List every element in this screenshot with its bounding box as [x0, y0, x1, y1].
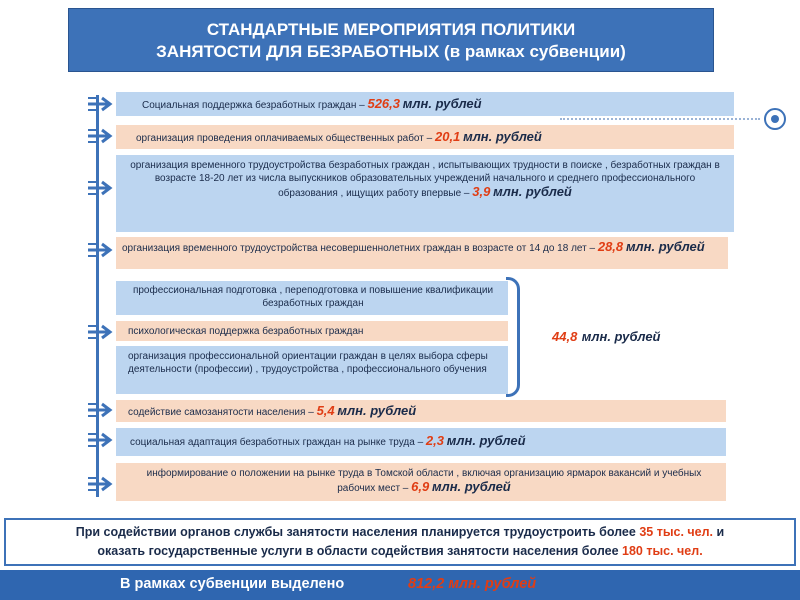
item-text: организация временного трудоустройства несовершеннолетних граждан в возрасте от 14 до 18 лет – — [122, 243, 596, 254]
list-item — [116, 237, 728, 269]
item-unit: млн. рублей — [493, 184, 572, 199]
item-text: профессиональная подготовка , переподготовка и повышение квалификации безработных граждан — [132, 285, 494, 309]
decorative-dotted-line — [560, 118, 760, 120]
item-unit: млн. рублей — [446, 433, 526, 448]
plan-value-1: 35 тыс. чел. — [639, 525, 714, 539]
item-text: информирование о положении на рынке труда в Томской области , включая организацию ярмарок вакансий и учебных рабочих мест – — [146, 468, 702, 494]
list-item — [116, 155, 734, 232]
item-amount: 28,8 — [597, 239, 624, 254]
arrow-icon — [88, 126, 116, 146]
arrow-icon — [88, 474, 116, 494]
list-item — [116, 400, 726, 422]
arrow-icon — [88, 430, 116, 450]
subvention-total-bar — [0, 570, 800, 600]
list-item — [116, 346, 508, 394]
item-amount: 6,9 — [411, 479, 430, 494]
group-total-amount: 44,8 — [552, 329, 578, 344]
total-label: В рамках субвенции выделено — [120, 576, 345, 592]
item-unit: млн. рублей — [463, 129, 542, 144]
total-value: 812,2 млн. рублей — [408, 576, 537, 592]
arrow-icon — [88, 94, 116, 114]
item-text: организация профессиональной ориентации граждан в целях выбора сферы деятельности (профессии) , трудоустройства , профессионального обучения — [128, 351, 488, 375]
item-text: организация временного трудоустройства безработных граждан , испытывающих трудности в поиске , безработных граждан в возрасте 18-20 лет из числа выпускников образовательных учреждений начального и среднего профессионального образования , ищущих работу впервые – — [130, 160, 720, 199]
group-total-unit: млн. рублей — [581, 329, 661, 344]
group-total — [552, 328, 702, 346]
item-amount: 2,3 — [425, 433, 444, 448]
item-unit: млн. рублей — [432, 479, 511, 494]
item-text: социальная адаптация безработных граждан на рынке труда – — [130, 437, 424, 448]
logo-circle-icon — [764, 108, 786, 130]
item-amount: 3,9 — [472, 184, 491, 199]
arrow-icon — [88, 178, 116, 198]
item-unit: млн. рублей — [402, 96, 482, 111]
title-line-1: СТАНДАРТНЫЕ МЕРОПРИЯТИЯ ПОЛИТИКИ — [206, 20, 576, 39]
plan-text-2: и — [716, 525, 725, 539]
list-item — [116, 321, 508, 341]
plan-text-1: При содействии органов службы занятости населения планируется трудоустроить более — [75, 525, 636, 539]
plan-value-2: 180 тыс. чел. — [622, 544, 703, 558]
title-line-2: ЗАНЯТОСТИ ДЛЯ БЕЗРАБОТНЫХ (в рамках субвенции) — [156, 42, 626, 61]
group-bracket — [506, 277, 520, 397]
item-amount: 526,3 — [367, 96, 401, 111]
list-item — [116, 281, 508, 315]
list-item — [116, 428, 726, 456]
item-text: содействие самозанятости населения – — [128, 407, 314, 418]
arrow-icon — [88, 400, 116, 420]
item-text: психологическая поддержка безработных граждан — [128, 326, 364, 337]
item-amount: 5,4 — [316, 403, 335, 418]
plan-text-3: оказать государственные услуги в области содействия занятости населения более — [97, 544, 619, 558]
list-item — [116, 125, 734, 149]
item-text: организация проведения оплачиваемых общественных работ – — [136, 133, 433, 144]
item-text: Социальная поддержка безработных граждан – — [142, 100, 365, 111]
list-item — [116, 92, 734, 116]
arrow-icon — [88, 322, 116, 342]
slide-title — [68, 8, 714, 72]
list-item — [116, 463, 726, 501]
arrow-icon — [88, 240, 116, 260]
item-amount: 20,1 — [434, 129, 461, 144]
employment-plan-box — [4, 518, 796, 566]
item-unit: млн. рублей — [625, 239, 705, 254]
item-unit: млн. рублей — [337, 403, 417, 418]
